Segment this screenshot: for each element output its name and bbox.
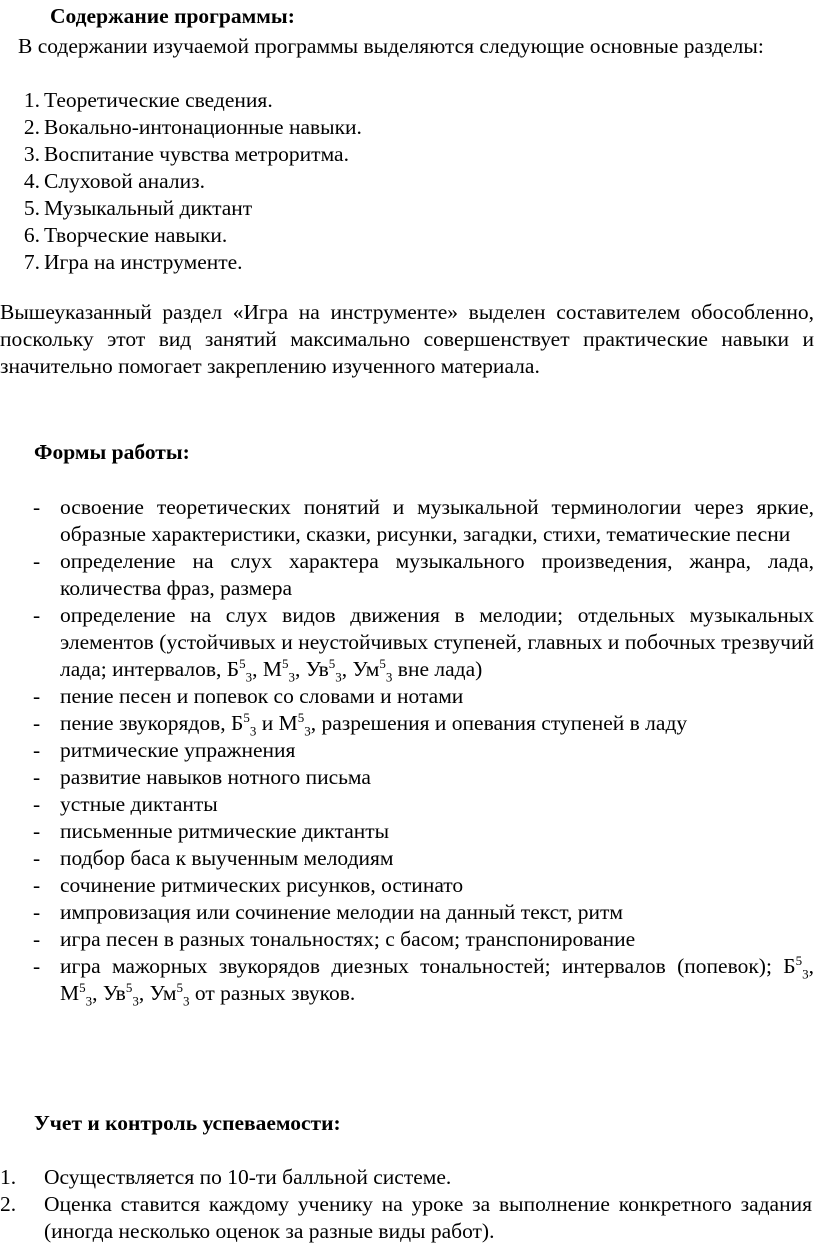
list-item bbox=[0, 87, 790, 114]
item-text: освоение теоретических понятий и музыкальной терминологии через яркие, образные характеристики, сказки, рисунки, загадки, стихи, тематические песни bbox=[60, 495, 814, 546]
dash-marker: - bbox=[33, 495, 41, 519]
item-text: пение песен и попевок со словами и нотами bbox=[60, 684, 464, 708]
dash-marker: - bbox=[33, 603, 41, 627]
item-text: Осуществляется по 10-ти балльной системе. bbox=[44, 1165, 452, 1189]
dash-marker: - bbox=[33, 846, 41, 870]
item-text: развитие навыков нотного письма bbox=[60, 765, 371, 789]
list-item bbox=[0, 872, 814, 899]
item-number: 5. bbox=[23, 196, 40, 220]
item-text: Теоретические сведения. bbox=[44, 88, 273, 112]
dash-marker: - bbox=[33, 900, 41, 924]
program-sections-list bbox=[0, 87, 790, 276]
item-number: 1. bbox=[0, 1165, 17, 1189]
dash-marker: - bbox=[33, 927, 41, 951]
list-item bbox=[0, 222, 790, 249]
item-text: Творческие навыки. bbox=[44, 223, 228, 247]
list-item bbox=[0, 899, 814, 926]
list-item bbox=[0, 710, 814, 737]
item-text: игра песен в разных тональностях; с басом; транспонирование bbox=[60, 927, 636, 951]
grading-list bbox=[0, 1164, 812, 1245]
list-item bbox=[0, 1164, 812, 1191]
list-item bbox=[0, 494, 814, 548]
dash-marker: - bbox=[33, 711, 41, 735]
item-text: определение на слух характера музыкального произведения, жанра, лада, количества фраз, размера bbox=[60, 549, 814, 600]
dash-marker: - bbox=[33, 792, 41, 816]
item-text: Оценка ставится каждому ученику на уроке за выполнение конкретного задания (иногда несколько оценок за разные виды работ). bbox=[44, 1192, 812, 1243]
list-item bbox=[0, 1191, 812, 1245]
dash-marker: - bbox=[33, 684, 41, 708]
dash-marker: - bbox=[33, 549, 41, 573]
item-text: устные диктанты bbox=[60, 792, 218, 816]
item-text: ритмические упражнения bbox=[60, 738, 296, 762]
list-item bbox=[0, 168, 790, 195]
list-item bbox=[0, 926, 814, 953]
item-text: Музыкальный диктант bbox=[44, 196, 253, 220]
list-item bbox=[0, 764, 814, 791]
item-number: 2. bbox=[0, 1192, 17, 1216]
dash-marker: - bbox=[33, 819, 41, 843]
list-item bbox=[0, 737, 814, 764]
list-item bbox=[0, 602, 814, 683]
item-text: пение звукорядов, $Б^5_3$ и $М^5_3$, разрешения и опевания ступеней в ладу bbox=[60, 709, 688, 739]
dash-marker: - bbox=[33, 873, 41, 897]
item-text: импровизация или сочинение мелодии на данный текст, ритм bbox=[60, 900, 623, 924]
item-number: 6. bbox=[23, 223, 40, 247]
item-text: сочинение ритмических рисунков, остинато bbox=[60, 873, 464, 897]
dash-marker: - bbox=[33, 738, 41, 762]
item-text: письменные ритмические диктанты bbox=[60, 819, 390, 843]
item-number: 3. bbox=[23, 142, 40, 166]
list-item bbox=[0, 114, 790, 141]
item-text: Слуховой анализ. bbox=[44, 169, 206, 193]
dash-marker: - bbox=[33, 954, 41, 978]
content-paragraph: Вышеуказанный раздел «Игра на инструменте» выделен составителем обособленно, поскольку этот вид занятий максимально совершенствует практические навыки и значительно помогает закреплению изученного материала. bbox=[0, 300, 814, 378]
item-text: Вокально-интонационные навыки. bbox=[44, 115, 362, 139]
forms-heading: Формы работы: bbox=[34, 440, 190, 464]
content-intro: В содержании изучаемой программы выделяются следующие основные разделы: bbox=[18, 34, 764, 58]
list-item bbox=[0, 953, 814, 1007]
list-item bbox=[0, 195, 790, 222]
item-number: 7. bbox=[23, 250, 40, 274]
list-item bbox=[0, 845, 814, 872]
item-number: 2. bbox=[23, 115, 40, 139]
item-text: подбор баса к выученным мелодиям bbox=[60, 846, 394, 870]
item-number: 1. bbox=[23, 88, 40, 112]
content-heading: Содержание программы: bbox=[50, 4, 295, 28]
item-number: 4. bbox=[23, 169, 40, 193]
list-item bbox=[0, 818, 814, 845]
work-forms-list bbox=[0, 494, 814, 1007]
list-item bbox=[0, 249, 790, 276]
item-text: определение на слух видов движения в мелодии; отдельных музыкальных элементов (устойчивых и неустойчивых ступеней, главных и побочных трезвучий лада; интервалов, $Б^5_3$, $М^5_3$, $Ув^5_3$, $Ум^5_3$ вне лада) bbox=[60, 603, 814, 685]
item-text: игра мажорных звукорядов диезных тональностей; интервалов (попевок); $Б^5_3$, $М^5_3$, $Ув^5_3$, $Ум^5_3$ от разных звуков. bbox=[60, 952, 814, 1009]
dash-marker: - bbox=[33, 765, 41, 789]
list-item bbox=[0, 141, 790, 168]
list-item bbox=[0, 791, 814, 818]
list-item bbox=[0, 683, 814, 710]
item-text: Игра на инструменте. bbox=[44, 250, 243, 274]
list-item bbox=[0, 548, 814, 602]
item-text: Воспитание чувства метроритма. bbox=[44, 142, 349, 166]
control-heading: Учет и контроль успеваемости: bbox=[34, 1111, 341, 1135]
